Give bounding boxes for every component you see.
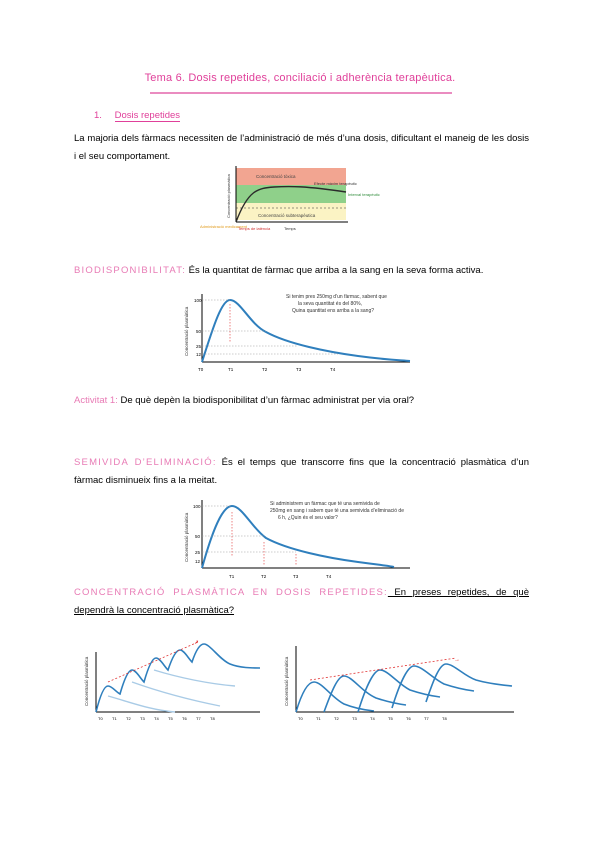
fig2-ytick-100: 100 [194, 298, 202, 303]
fig5-curve-dose2 [324, 676, 406, 712]
fig2-ytick-50: 50 [196, 329, 202, 334]
document-title: Tema 6. Dosis repetides, conciliació i adherència terapèutica. [144, 72, 456, 84]
fig2-note-line2: la seva quantitat és del 80%, [298, 301, 362, 307]
biodisponibilitat-term: BIODISPONIBILITAT: [74, 265, 187, 276]
fig5-y-axis-label: Concentració plasmàtica [284, 656, 289, 706]
fig4-xtick-7: T7 [196, 716, 201, 721]
fig3-note-line2: 250mg en sang i sabem que té una semivida d’eliminació de [270, 508, 404, 514]
fig2-xtick-t3: T3 [296, 367, 302, 372]
fig2-xtick-t4: T4 [330, 367, 336, 372]
fig3-xtick-t1: T1 [229, 574, 235, 579]
intro-paragraph: La majoria dels fàrmacs necessiten de l’administració de més d’una dosis, dificultant el maneig de les dosis i el seu comportament. [74, 133, 529, 162]
fig4-faded-curve-1 [108, 696, 175, 712]
administration-label: Administració medicament [200, 224, 247, 229]
fig3-ytick-12: 12 [195, 559, 201, 564]
repeated-dose-accumulation-figure [80, 636, 266, 722]
max-effect-label: Efecte màxim terapèutic [314, 181, 357, 186]
title-underline [150, 92, 452, 94]
fig4-trend-line [108, 642, 198, 682]
fig2-ytick-12: 12 [196, 352, 202, 357]
fig2-xtick-t1: T1 [228, 367, 234, 372]
concentracio-question: En preses repetides, de què dependrà la concentració plasmàtica? [74, 587, 529, 616]
fig4-xtick-8: T8 [210, 716, 215, 721]
biodisponibilitat-definition: És la quantitat de fàrmac que arriba a la sang en la seva forma activa. [186, 265, 484, 276]
latency-label: Temps de latència [238, 226, 271, 231]
fig4-xtick-5: T5 [168, 716, 173, 721]
fig3-y-axis-label: Concentració plasmàtica [184, 512, 189, 562]
fig5-xtick-7: T7 [424, 716, 429, 721]
y-axis-label: Concentració plasmàtica [226, 174, 231, 218]
semivida-term: SEMIVIDA D’ELIMINACIÓ: [74, 457, 217, 468]
fig5-xtick-2: T2 [334, 716, 339, 721]
fig4-trend-arrow-icon: ➚ [194, 640, 200, 646]
fig2-note-line1: Si tenim pres 250mg d’un fàrmac, sabent que [286, 294, 387, 300]
activitat1-term: Activitat 1: [74, 395, 118, 406]
fig3-xtick-t2: T2 [261, 574, 267, 579]
fig5-xtick-5: T5 [388, 716, 393, 721]
fig4-cumulative-curve [96, 644, 260, 712]
fig3-note-line3: 6 h, ¿Quin és el seu valor? [278, 515, 338, 521]
activitat1-paragraph [74, 392, 529, 410]
section-number: 1. [94, 110, 102, 121]
fig3-ytick-25: 25 [195, 550, 201, 555]
fig5-xtick-0: T0 [298, 716, 303, 721]
fig5-curve-dose3 [358, 670, 440, 712]
toxic-label: Concentració tòxica [256, 174, 296, 179]
fig5-xtick-8: T8 [442, 716, 447, 721]
fig5-xtick-6: T6 [406, 716, 411, 721]
fig4-xtick-1: T1 [112, 716, 117, 721]
fig3-ytick-100: 100 [193, 504, 201, 509]
activitat1-question: De què depèn la biodisponibilitat d’un fàrmac administrat per via oral? [117, 395, 415, 406]
semivida-definition: És el temps que transcorre fins que la concentració plasmàtica d’un fàrmac disminueix fins a la meitat. [74, 457, 529, 486]
fig3-xtick-t3: T3 [293, 574, 299, 579]
fig4-xtick-4: T4 [154, 716, 159, 721]
therapeutic-window-figure [196, 160, 396, 240]
fig4-faded-curve-3 [154, 670, 235, 686]
half-life-figure [178, 492, 418, 588]
interval-label: Interval terapèutic [348, 192, 380, 197]
repeated-dose-separate-figure [280, 636, 518, 722]
fig2-y-axis-label: Concentració plasmàtica [184, 306, 189, 356]
fig2-note-line3: Quina quantitat ens arriba a la sang? [292, 308, 374, 314]
fig4-y-axis-label: Concentració plasmàtica [84, 656, 89, 706]
fig4-xtick-6: T6 [182, 716, 187, 721]
fig4-xtick-3: T3 [140, 716, 145, 721]
fig4-faded-curve-2 [132, 682, 220, 706]
fig2-ytick-25: 25 [196, 344, 202, 349]
fig4-xtick-2: T2 [126, 716, 131, 721]
fig4-xtick-0: T0 [98, 716, 103, 721]
biodisponibilitat-paragraph [74, 262, 529, 280]
fig5-trend-line [310, 658, 456, 680]
fig3-ytick-50: 50 [195, 534, 201, 539]
semivida-paragraph [74, 454, 529, 490]
fig3-xtick-t4: T4 [326, 574, 332, 579]
concentracio-term: CONCENTRACIÓ PLASMÀTICA EN DOSIS REPETIDES: [74, 587, 388, 598]
fig5-xtick-3: T3 [352, 716, 357, 721]
fig5-xtick-1: T1 [316, 716, 321, 721]
fig5-xtick-4: T4 [370, 716, 375, 721]
fig3-note-line1: Si administrem un fàrmac que té una semivida de [270, 501, 380, 507]
x-axis-label: Temps [284, 226, 296, 231]
section-label: Dosis repetides [114, 110, 181, 121]
concentracio-paragraph [74, 584, 529, 620]
fig2-xtick-t2: T2 [262, 367, 268, 372]
fig2-xtick-t0: T0 [198, 367, 204, 372]
subtherapeutic-label: Concentració subterapèutica [258, 213, 316, 218]
fig5-trend-arrow-icon: → [454, 657, 460, 663]
bioavailability-figure [178, 284, 418, 380]
section-heading [94, 110, 180, 121]
